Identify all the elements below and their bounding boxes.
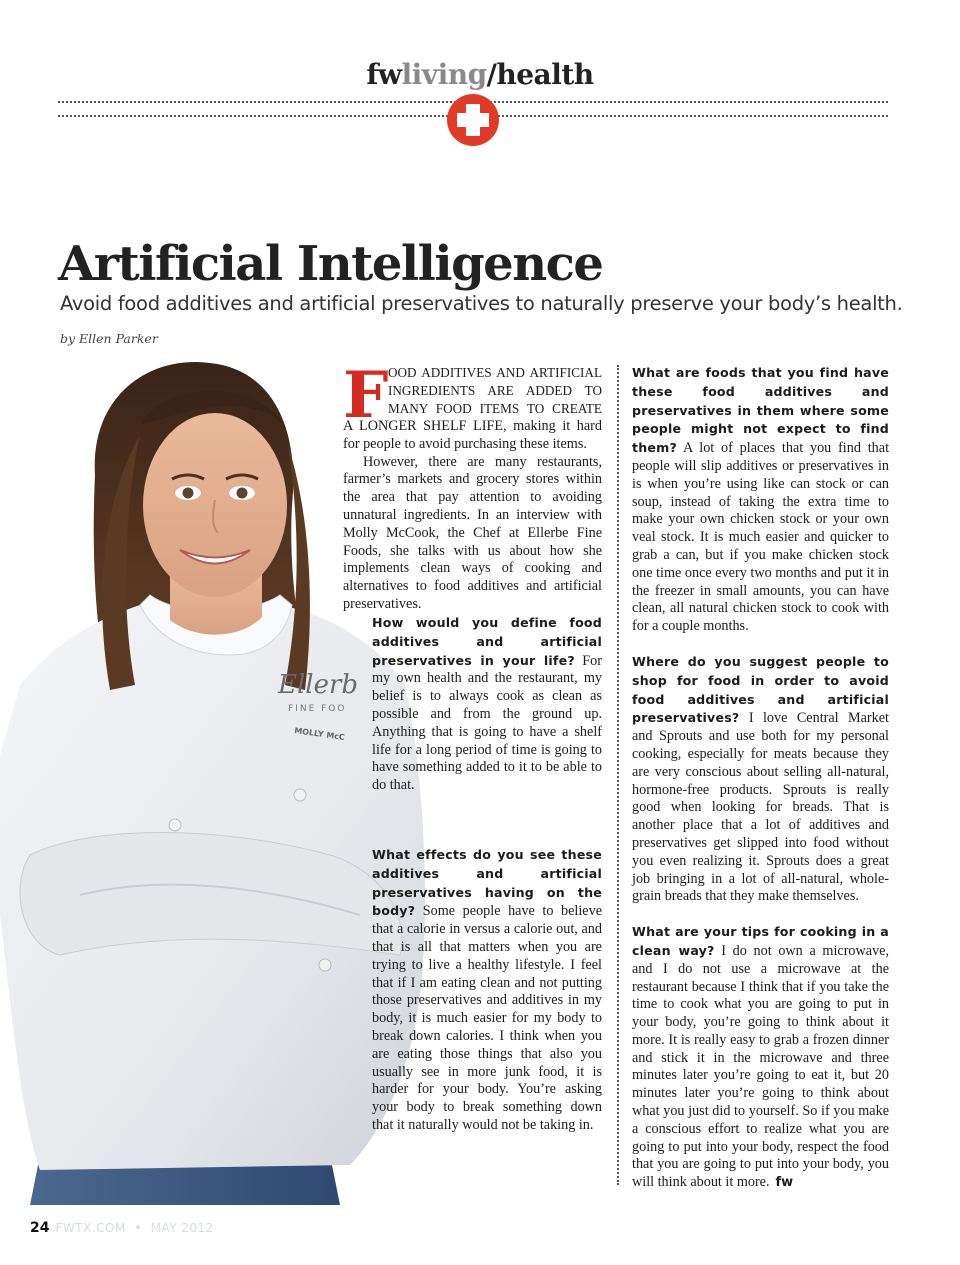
qa-item-2 (372, 846, 602, 1135)
intro-line-3: MANY FOOD ITEMS TO CREATE (388, 400, 602, 416)
qa-item-4 (632, 653, 889, 906)
drop-cap: F (343, 358, 389, 433)
end-mark: fw (775, 1175, 794, 1191)
page-number: 24 (30, 1220, 50, 1236)
column-divider (617, 365, 619, 1185)
qa-question-1: How would you define food additives and artificial preservatives in your life? (372, 615, 602, 668)
qa-answer-2: Some people have to believe that a calorie in versus a calorie out, and that is all that matters when you are trying to live a healthy lifestyle. I feel that if I am eating clean and not putting those preservatives and additives in my body, it is much easier for my body to break down calories. I think when you are eating those things that also you usually see in more junk food, it is harder for your body. You’re asking your body to break something down that it naturally would not be taking in. (372, 903, 602, 1133)
intro-line-2: INGREDIENTS ARE ADDED TO (388, 382, 602, 398)
medical-cross-icon (447, 94, 499, 146)
publication-info: FWTX.COM • MAY 2012 (55, 1221, 214, 1235)
qa-answer-3: A lot of places that you find that people will slip additives or preservatives in is when you’re using like can stock or can soup, instead of taking the extra time to make your own chicken stock or your own veal stock. It is much easier and quicker to grab a can, but if you make chicken stock one time once every two months and put it in the freezer in small amounts, you can have clean, all natural chicken stock to cook with for a couple months. (632, 440, 890, 635)
intro-caps (388, 364, 602, 417)
qa-question-4: Where do you suggest people to shop for food in order to avoid food additives and artificial preservatives? (632, 653, 889, 726)
qa-answer-4: I love Central Market and Sprouts and use both for my personal cooking, especially for meats because they are very conscious about selling all-natural, hormone-free products. Sprouts is really good when looking for breads. That is another place that a lot of additives and preservatives get slipped into food without you even realizing it. Sprouts does a great job bringing in a lot of all-natural, whole-grain breads that they make themselves. (632, 710, 889, 905)
qa-question-3: What are foods that you find have these food additives and preservatives in them where some people might not expect to find them? (632, 365, 889, 456)
qa-question-2: What effects do you see these additives and artificial preservatives having on the body? (372, 847, 602, 919)
article-subtitle: Avoid food additives and artificial preservatives to naturally preserve your body’s health. (60, 292, 903, 315)
section-heading (0, 58, 960, 91)
byline: by Ellen Parker (60, 331, 158, 346)
intro-rest: A LONGER SHELF LIFE, making it hard for people to avoid purchasing these items. (343, 418, 602, 452)
right-column (632, 364, 889, 1209)
section-living: living (401, 58, 487, 91)
qa-answer-1: For my own health and the restaurant, my belief is to always cook as clean as possible and from the ground up. Anything that is going to have a shelf life for a long period of time is going to have something added to it to be able to do that. (372, 652, 603, 794)
qa-item-1 (372, 614, 602, 795)
jacket-logo: Ellerb (278, 670, 359, 700)
qa-item-3 (632, 364, 889, 636)
article-title: Artificial Intelligence (58, 236, 603, 292)
jacket-logo-sub: FINE FOO (288, 704, 347, 714)
intro-paragraph-2: However, there are many restaurants, farmer’s markets and grocery stores within the area that pay attention to avoiding unnatural ingredients. In an interview with Molly McCook, the Chef at Ellerbe Fine Foods, she talks with us about how she implements clean ways of cooking and alternatives to food additives and artificial preservatives. (343, 453, 602, 612)
intro-line-1: OOD ADDITIVES AND ARTIFICIAL (388, 365, 602, 380)
qa-question-5: What are your tips for cooking in a clean way? (632, 924, 889, 958)
section-health: /health (486, 58, 594, 91)
qa-answer-5: I do not own a microwave, and I do not use a microwave at the restaurant because I think that if you take the time to cook what you are going to put in your body, you’re going to think about it more. It is really easy to grab a frozen dinner and stick it in the microwave and three minutes later you’re going to eat it, but 20 minutes later you’re going to think about what you just did to yourself. So if you make a conscious effort to realize what you are going to put into your body, respect the food that you are going to put into your body, you will think about it more. (632, 942, 890, 1191)
jacket-name: MOLLY McC (293, 726, 346, 743)
qa-item-5 (632, 923, 889, 1192)
intro-paragraph (343, 418, 602, 614)
page-footer (30, 1220, 214, 1236)
section-fw: fw (366, 58, 402, 91)
